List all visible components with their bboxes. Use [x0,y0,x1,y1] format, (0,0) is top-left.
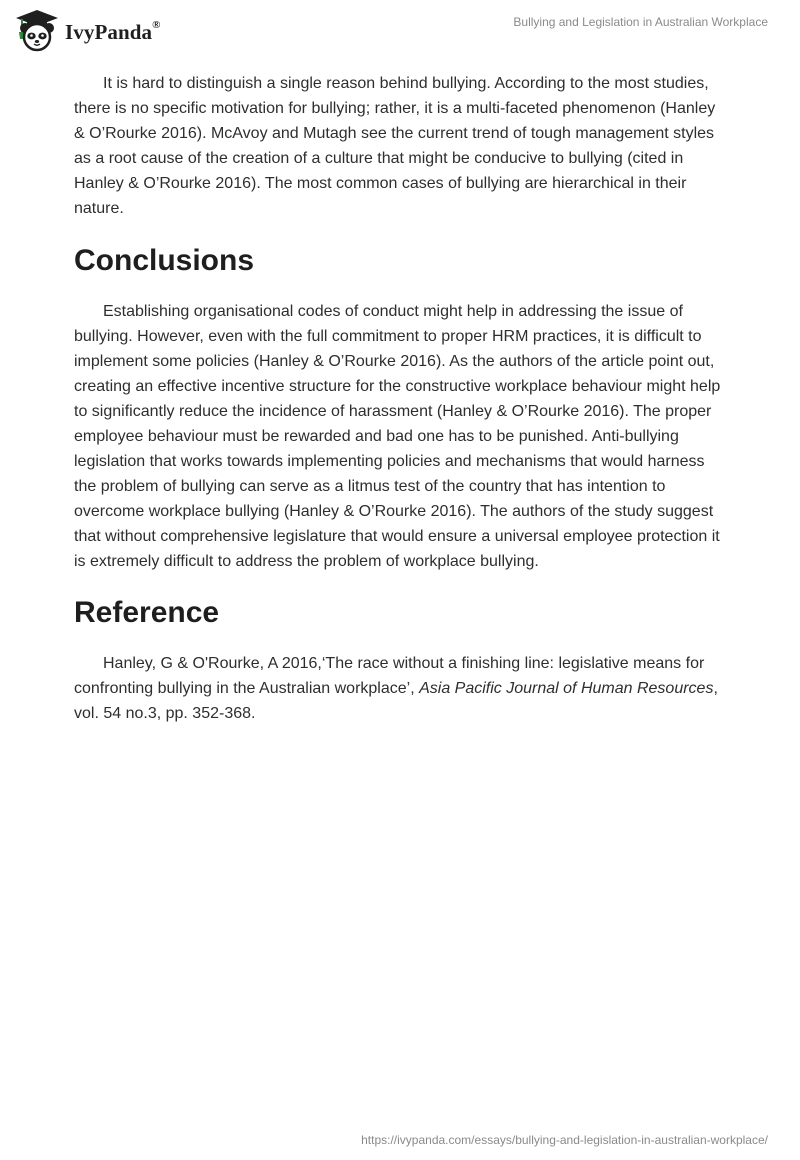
panda-graduation-icon [14,8,60,54]
reference-heading: Reference [74,596,220,630]
running-title: Bullying and Legislation in Australian Workplace [513,15,768,29]
conclusions-paragraph: Establishing organisational codes of conduct might help in addressing the issue of bullying. However, even with the full commitment to proper HRM practices, it is difficult to implement some policies (Hanley & O’Rourke 2016). As the authors of the article point out, creating an effective incentive structure for the constructive workplace behaviour might help to significantly reduce the incidence of harassment (Hanley & O’Rourke 2016). The proper employee behaviour must be rewarded and bad one has to be punished. Anti-bullying legislation that works towards implementing policies and mechanisms that would harness the problem of bullying can serve as a litmus test of the country that has intention to overcome workplace bullying (Hanley & O’Rourke 2016). The authors of the study suggest that without comprehensive legislature that would ensure a universal employee protection it is extremely difficult to address the problem of workplace bullying. [74,303,721,570]
reference-details: , vol. 54 no.3, pp. 352-368. [74,680,718,723]
brand-name: IvyPanda® [65,18,161,44]
page-header [0,0,800,70]
ivypanda-logo[interactable] [14,8,161,54]
essay-content [74,72,730,727]
reference-entry [74,652,730,727]
conclusions-heading: Conclusions [74,244,255,278]
reference-authors-title: Hanley, G & O'Rourke, A 2016,‘The race without a finishing line: legislative means for confronting bullying in the Australian workplace’, [74,655,705,698]
intro-paragraph: It is hard to distinguish a single reason behind bullying. According to the most studies, there is no specific motivation for bullying; rather, it is a multi-faceted phenomenon (Hanley & O’Rourke 2016). McAvoy and Mutagh see the current trend of tough management styles as a root cause of the creation of a culture that might be conducive to bullying (cited in Hanley & O’Rourke 2016). The most common cases of bullying are hierarchical in their nature. [74,75,716,217]
reference-journal: Asia Pacific Journal of Human Resources [419,680,714,698]
source-url[interactable]: https://ivypanda.com/essays/bullying-and-legislation-in-australian-workplace/ [361,1133,768,1147]
